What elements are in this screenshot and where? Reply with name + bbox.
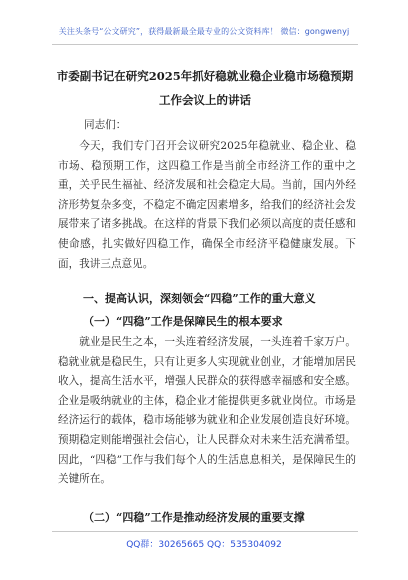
header-divider xyxy=(52,44,358,45)
speech-title-line-1: 市委副书记在研究2025年抓好稳就业稳企业稳市场稳预期 xyxy=(56,69,354,83)
greeting: 同志们： xyxy=(84,119,127,131)
intro-paragraph: 今天，我们专门召开会议研究2025年稳就业、稳企业、稳市场、稳预期工作，这四稳工作是当前全市经济工作的重中之重，关乎民生福祉、经济发展和社会稳定大局。当前，国内外经济形势复杂多变，不稳定不确定因素增多，给我们的经济社会发展带来了诸多挑战。在这样的背景下我们必须以高度的责任感和使命感，扎实做好四稳工作，确保全市经济平稳健康发展。下面，我讲三点意见。 xyxy=(58,140,356,270)
speech-title-line-2: 工作会议上的讲话 xyxy=(159,93,251,107)
header-promo-note: 关注头条号“公文研究”，获得最新最全最专业的公文资料库！ 微信：gongwenyj xyxy=(58,27,350,36)
footer-divider xyxy=(52,531,358,532)
section-heading-1: 一、提高认识，深刻领会“四稳”工作的重大意义 xyxy=(83,292,316,305)
subsection-paragraph-1-1: 就业是民生之本，一头连着经济发展，一头连着千家万户。稳就业就是稳民生，只有让更多人实现就业创业，才能增加居民收入，提高生活水平，增强人民群众的获得感幸福感和安全感。企业是吸纳就业的主体，稳企业才能提供更多就业岗位。市场是经济运行的载体，稳市场能够为就业和企业发展创造良好环境。预期稳定则能增强社会信心，让人民群众对未来生活充满希望。因此，“四稳”工作与我们每个人的生活息息相关，是保障民生的关键所在。 xyxy=(58,336,356,486)
subsection-heading-1-2: （二）“四稳”工作是推动经济发展的重要支撑 xyxy=(83,511,305,524)
subsection-heading-1-1: （一）“四稳”工作是保障民生的根本要求 xyxy=(83,315,283,328)
footer-contact-note: QQ群：30265665 QQ：535304092 xyxy=(126,540,282,550)
